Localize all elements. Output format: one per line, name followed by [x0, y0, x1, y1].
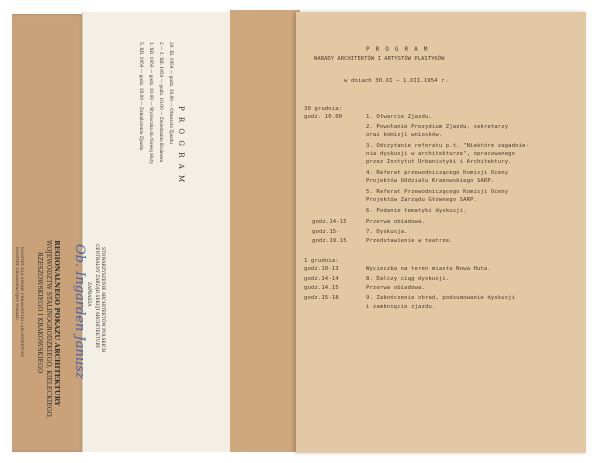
agenda-line: 8. Dalszy ciąg dyskusji.: [366, 276, 450, 282]
day-label: 1 grudnia:: [304, 258, 339, 264]
agenda-line: Przerwa obiadowa.: [366, 285, 425, 291]
agenda-line: 5. Referat Przewodniczącego Komisji Oceny: [366, 189, 509, 195]
agenda-line: przez Instytut Urbanistyki i Architektury.: [366, 159, 512, 165]
event-title-line: WOJEWÓDZTW STALINOGRODZKIEGO, KIELECKIEGO,: [45, 240, 52, 419]
agenda-line: Wycieczka na teren miasta Nowa Huta.: [366, 266, 491, 272]
time-label: godz.14-15: [312, 219, 347, 225]
footer-line: KOMITET DLA SPRAW URBANISTYKI I ARCHITEKTURY: [20, 247, 25, 358]
invite-verb: ZAPRASZA: [86, 282, 91, 307]
invitation-card: [15, 12, 234, 452]
agenda-line: Projektów Zarządu Głównego SARP.: [366, 197, 477, 203]
time-label: godz.15-18: [304, 295, 339, 301]
footer-line: KOMITET ORGANIZACYJNY POKAZU: [15, 247, 20, 321]
event-title-line: REGIONALNEGO POKAZU ARCHITEKTURY: [53, 240, 61, 407]
agenda-line: 4. Referat przewodniczącego Komisji Oceny: [366, 170, 509, 176]
time-label: godz.14.15: [304, 285, 339, 291]
time-label: godz.10-13: [304, 266, 339, 272]
agenda-line: Przerwa obiadowa.: [366, 219, 425, 225]
event-title-line: RZESZOWSKIEGO I KRAKOWSKIEGO: [36, 252, 43, 374]
organizer-line: CENTRALNY ZARZĄD SEKCJI ARCHITEKTURY: [94, 244, 99, 349]
agenda-line: 6. Podanie tematyki dyskusji.: [366, 208, 467, 214]
agenda-line: 9. Zakończenie obrad, podsumowanie dyskusji: [366, 295, 516, 301]
typed-program-page: [296, 12, 586, 453]
agenda-line: 3. Odczytanie referatu p.t. "Niektóre zagadnie-: [366, 143, 529, 149]
agenda-line: 2. Powołanie Prezydium Zjazdu, sekretarzy: [366, 124, 509, 130]
time-label: godz. 10.00: [304, 114, 343, 120]
program-item: 2 — 1. XII. 1954 — godz. 10.00 — Zwiedzanie Krakowa: [158, 42, 163, 163]
agenda-line: Przedstawienie w teatrze.: [366, 238, 453, 244]
organizer-line: STOWARZYSZENIE ARCHITEKTÓW POLSKICH: [100, 247, 105, 353]
page-dates: w dniach 30.XI — 1.XII.1954 r.: [344, 78, 449, 84]
time-label: godz.14-14: [304, 276, 339, 282]
time-label: godz.19.15: [312, 238, 347, 244]
program-item: 5. XII. 1954 — godz. 18.00 — Zakończenie Zjazdu: [138, 42, 143, 151]
page-heading: P R O G R A M: [366, 46, 429, 53]
program-item: 1. XII. 1954 — godz. 10.00 — Wycieczka do Nowej Huty: [148, 42, 153, 164]
program-item: 20. XI. 1954 — godz. 10.00 — Otwarcie Zjazdu: [168, 42, 173, 144]
day-label: 30 grudnia:: [304, 106, 343, 112]
page-subheading: NARADY ARCHITEKTÓW I ARTYSTÓW PLASTYKÓW: [314, 56, 445, 62]
agenda-line: i zamknięcie zjazdu.: [366, 304, 436, 310]
time-label: godz.15-: [312, 229, 340, 235]
agenda-line: oraz komisji wniosków.: [366, 132, 443, 138]
agenda-line: Projektów Oddziału Krakowskiego SARP.: [366, 178, 495, 184]
booklet-back-flap: [230, 10, 300, 452]
agenda-line: nia dyskusji w architekturze", opracowanego: [366, 151, 516, 157]
handwritten-name: Ob. Ingarden Janusz: [72, 244, 87, 379]
agenda-line: 7. Dyskusja.: [366, 229, 408, 235]
agenda-line: 1. Otwarcie Zjazdu.: [366, 114, 432, 120]
program-title: P R O G R A M: [177, 106, 185, 185]
